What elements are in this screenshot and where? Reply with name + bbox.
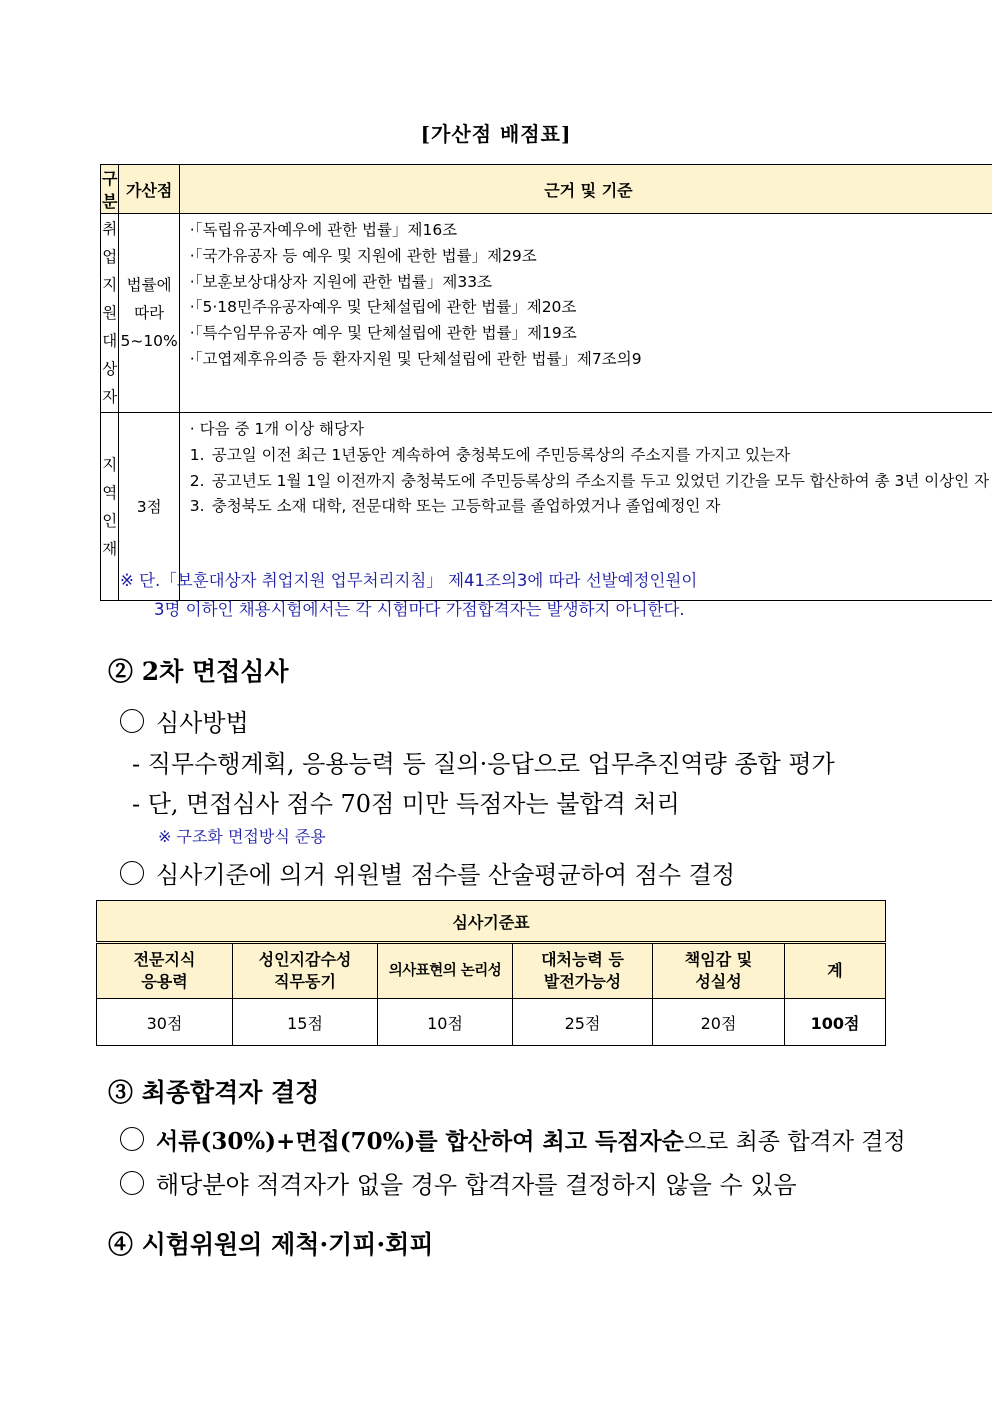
criteria-value: 15점 [233, 999, 378, 1046]
row-employment-points: 법률에 따라 5~10% [119, 214, 179, 413]
section2-title: ② 2차 면접심사 [108, 657, 289, 686]
circle-bullet-icon [120, 1171, 144, 1195]
regional-intro: · 다음 중 1개 이상 해당자 [189, 420, 364, 438]
method-bullet-2: - 단, 면접심사 점수 70점 미만 득점자는 불합격 처리 [132, 790, 680, 818]
header-basis: 근거 및 기준 [179, 165, 992, 214]
law-item: ·「국가유공자 등 예우 및 지원에 관한 법률」제29조 [189, 246, 537, 265]
row-regional-points: 3점 [119, 413, 179, 601]
bonus-table-title: [가산점 배점표] [420, 122, 572, 146]
row-employment-category: 취업 지원 대상자 [101, 214, 119, 413]
method-bullet-1: - 직무수행계획, 응용능력 등 질의·응답으로 업무추진역량 종합 평가 [132, 750, 835, 778]
final-decision-item-1: 서류(30%)+면접(70%)를 합산하여 최고 득점자순으로 최종 합격자 결정 [120, 1123, 906, 1156]
header-category: 구분 [101, 165, 119, 214]
criteria-total-value: 100점 [785, 999, 886, 1046]
circle-bullet-icon [120, 861, 144, 885]
criteria-value: 25점 [513, 999, 653, 1046]
law-item: ·「고엽제후유의증 등 환자지원 및 단체설립에 관한 법률」제7조의9 [189, 349, 642, 368]
criteria-value: 30점 [97, 999, 233, 1046]
row-employment-basis [179, 214, 992, 413]
criteria-value: 20점 [653, 999, 785, 1046]
criteria-header: 성인지감수성 직무동기 [233, 943, 378, 999]
bonus-points-table [100, 164, 992, 601]
law-item: ·「독립유공자예우에 관한 법률」제16조 [189, 221, 458, 239]
criteria-header: 의사표현의 논리성 [378, 943, 513, 999]
condition-item: 1. 공고일 이전 최근 1년동안 계속하여 충청북도에 주민등록상의 주소지를 가지고 있는자 [189, 445, 791, 464]
criteria-table-title: 심사기준표 [97, 901, 886, 943]
circle-bullet-icon [120, 709, 144, 733]
method-item: 심사방법 [120, 703, 249, 738]
law-item: ·「보훈보상대상자 지원에 관한 법률」제33조 [189, 272, 493, 291]
criteria-header: 전문지식 응용력 [97, 943, 233, 999]
row-regional-category: 지역 인재 [101, 413, 119, 601]
veterans-note: ※ 단.「보훈대상자 취업지원 업무처리지침」 제41조의3에 따라 선발예정인원이 3명 이하인 채용시험에서는 각 시험마다 가점합격자는 발생하지 아니한다. [120, 571, 698, 619]
section4-title: ④ 시험위원의 제척·기피·회피 [108, 1230, 434, 1259]
structured-interview-note: ※ 구조화 면접방식 준용 [158, 827, 326, 846]
section3-title: ③ 최종합격자 결정 [108, 1078, 320, 1107]
condition-item: 3. 충청북도 소재 대학, 전문대학 또는 고등학교를 졸업하였거나 졸업예정인 자 [189, 497, 721, 516]
header-points: 가산점 [119, 165, 179, 214]
criteria-value: 10점 [378, 999, 513, 1046]
criteria-item: 심사기준에 의거 위원별 점수를 산술평균하여 점수 결정 [120, 855, 735, 890]
law-item: ·「특수임무유공자 예우 및 단체설립에 관한 법률」제19조 [189, 324, 577, 343]
criteria-header-total: 계 [785, 943, 886, 999]
final-decision-item-2: 해당분야 적격자가 없을 경우 합격자를 결정하지 않을 수 있음 [120, 1165, 797, 1200]
criteria-header: 대처능력 등 발전가능성 [513, 943, 653, 999]
condition-item: 2. 공고년도 1월 1일 이전까지 충청북도에 주민등록상의 주소지를 두고 있었던 기간을 모두 합산하여 총 3년 이상인 자 [189, 471, 990, 490]
criteria-header: 책임감 및 성실성 [653, 943, 785, 999]
circle-bullet-icon [120, 1127, 144, 1151]
law-item: ·「5·18민주유공자예우 및 단체설립에 관한 법률」제20조 [189, 298, 577, 317]
evaluation-criteria-table [96, 900, 886, 1046]
